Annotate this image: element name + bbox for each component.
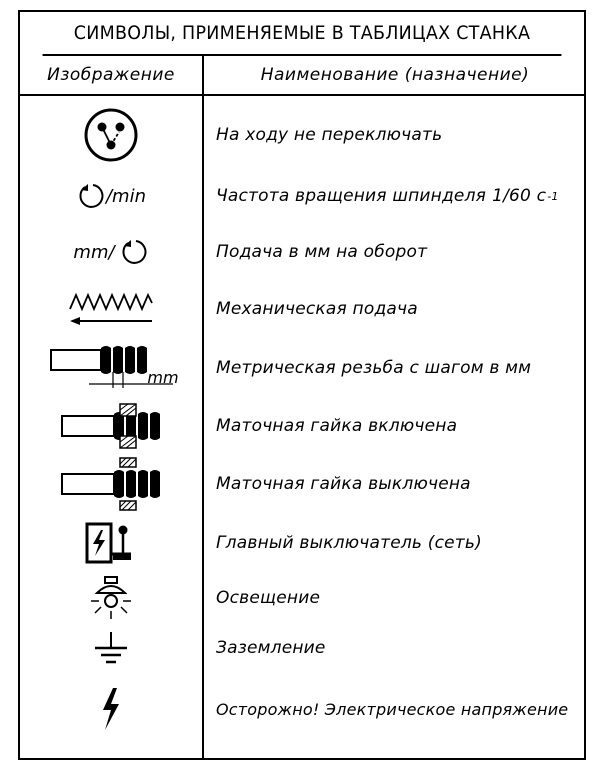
row-name: Подача в мм на оборот [216, 242, 428, 262]
icon-label: mm [147, 367, 179, 387]
table-row [20, 224, 584, 280]
table-title: СИМВОЛЫ, ПРИМЕНЯЕМЫЕ В ТАБЛИЦАХ СТАНКА [43, 12, 562, 56]
lighting-icon [20, 572, 202, 624]
header-row [20, 56, 584, 96]
row-name: Осторожно! Электрическое напряжение [216, 699, 569, 719]
table-row [20, 514, 584, 572]
row-name: Главный выключатель (сеть) [216, 533, 482, 553]
table-row [20, 672, 584, 746]
main-switch-icon [20, 514, 202, 572]
no-shift-while-running-icon [20, 102, 202, 168]
row-name: Маточная гайка выключена [216, 474, 471, 494]
table-row [20, 454, 584, 514]
icon-label: mm/ [73, 241, 115, 263]
table-row [20, 572, 584, 624]
row-name: Освещение [216, 588, 321, 608]
header-name: Наименование (назначение) [260, 65, 530, 85]
fraction-label: 1/60 с [492, 186, 547, 206]
feed-per-revolution-icon [20, 224, 202, 280]
row-name: Заземление [216, 638, 326, 658]
spindle-rotation-icon [20, 168, 202, 224]
table-row [20, 168, 584, 224]
table-row [20, 398, 584, 454]
ground-icon [20, 624, 202, 672]
table-row [20, 280, 584, 338]
row-name [216, 168, 578, 224]
row-name: На ходу не переключать [216, 125, 443, 145]
high-voltage-icon [20, 672, 202, 746]
icon-label: /min [105, 185, 146, 207]
symbols-table [18, 10, 586, 760]
metric-thread-icon [20, 338, 202, 398]
table-row [20, 624, 584, 672]
row-name: Маточная гайка включена [216, 416, 458, 436]
exponent-label: -1 [547, 189, 559, 203]
row-name: Механическая подача [216, 299, 418, 319]
row-name: Метрическая резьба с шагом в мм [216, 358, 532, 378]
table-row [20, 338, 584, 398]
header-image: Изображение [47, 65, 175, 85]
half-nut-engaged-icon [20, 398, 202, 454]
row-name-text: Частота вращения шпинделя [216, 186, 487, 206]
table-row [20, 102, 584, 168]
half-nut-disengaged-icon [20, 454, 202, 514]
mechanical-feed-icon [20, 280, 202, 338]
